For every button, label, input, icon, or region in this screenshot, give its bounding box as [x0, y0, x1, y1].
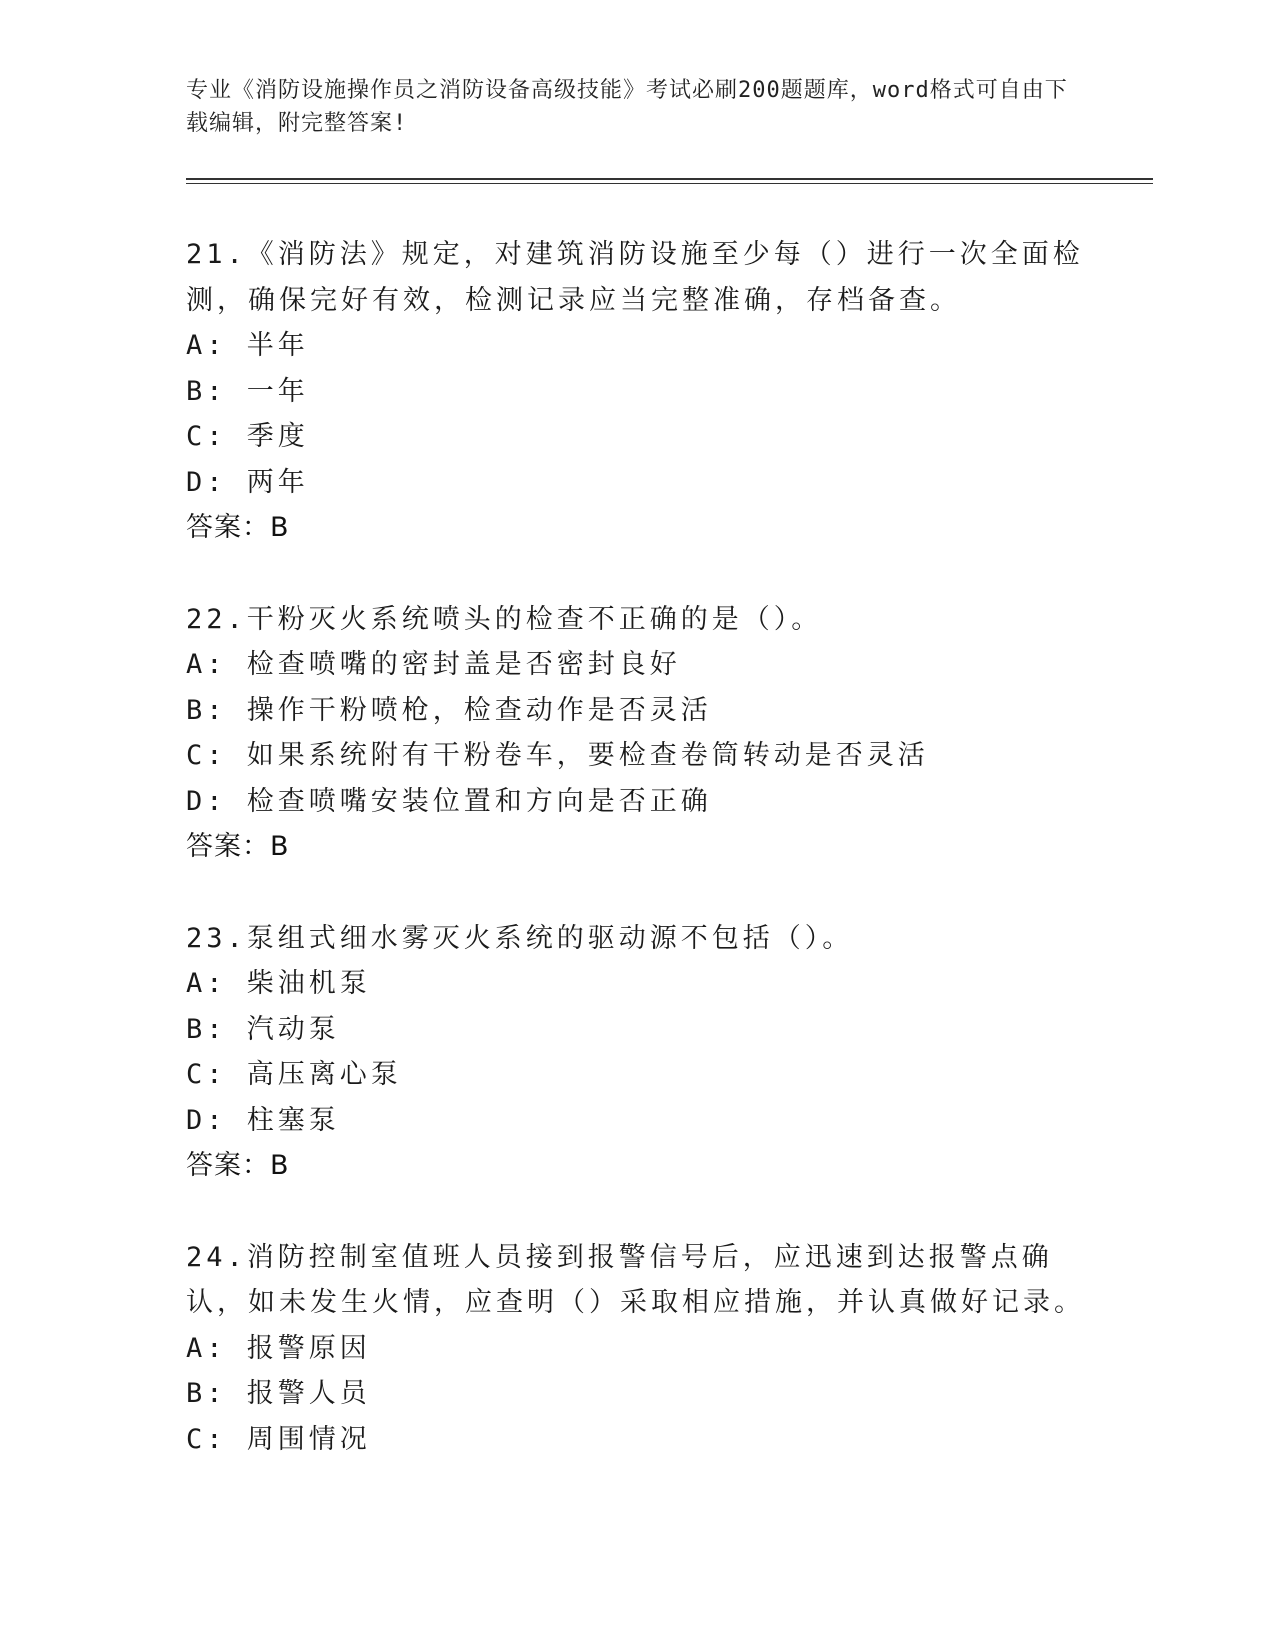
- option-c: C: 如果系统附有干粉卷车，要检查卷筒转动是否灵活: [186, 740, 929, 771]
- answer-text: 答案：B: [186, 512, 290, 543]
- answer-text: 答案：B: [186, 1150, 290, 1181]
- option-b: B: 操作干粉喷枪，检查动作是否灵活: [186, 694, 712, 726]
- question-stem: 21.《消防法》规定，对建筑消防设施至少每（）进行一次全面检测，确保完好有效，检测记录应当完整准确，存档备查。: [186, 239, 1084, 316]
- question-stem: 23.泵组式细水雾灭火系统的驱动源不包括（）。: [186, 922, 854, 954]
- option-b: B: 报警人员: [186, 1378, 371, 1409]
- answer-text: 答案：B: [186, 831, 290, 862]
- question-23: [186, 916, 1086, 1189]
- question-22: [186, 597, 1086, 870]
- question-list: [186, 232, 1086, 1508]
- option-c: C: 高压离心泵: [186, 1059, 402, 1090]
- option-a: A: 半年: [186, 330, 309, 361]
- question-stem: 24.消防控制室值班人员接到报警信号后，应迅速到达报警点确认，如未发生火情，应查明（）采取相应措施，并认真做好记录。: [186, 1241, 1085, 1318]
- option-a: A: 报警原因: [186, 1332, 371, 1364]
- option-d: D: 柱塞泵: [186, 1104, 340, 1136]
- option-c: C: 周围情况: [186, 1423, 371, 1455]
- question-21: [186, 232, 1086, 551]
- header-divider-thick: [186, 178, 1153, 180]
- question-24: [186, 1235, 1086, 1463]
- option-c: C: 季度: [186, 421, 309, 452]
- question-stem: 22.干粉灭火系统喷头的检查不正确的是（）。: [186, 603, 823, 635]
- option-b: B: 一年: [186, 375, 309, 407]
- option-b: B: 汽动泵: [186, 1013, 340, 1045]
- option-d: D: 两年: [186, 466, 309, 498]
- document-header: 专业《消防设施操作员之消防设备高级技能》考试必刷200题题库，word格式可自由下载编辑，附完整答案!: [186, 78, 1068, 136]
- option-a: A: 检查喷嘴的密封盖是否密封良好: [186, 649, 681, 680]
- option-d: D: 检查喷嘴安装位置和方向是否正确: [186, 785, 712, 817]
- header-divider-thin: [186, 183, 1153, 184]
- option-a: A: 柴油机泵: [186, 968, 371, 999]
